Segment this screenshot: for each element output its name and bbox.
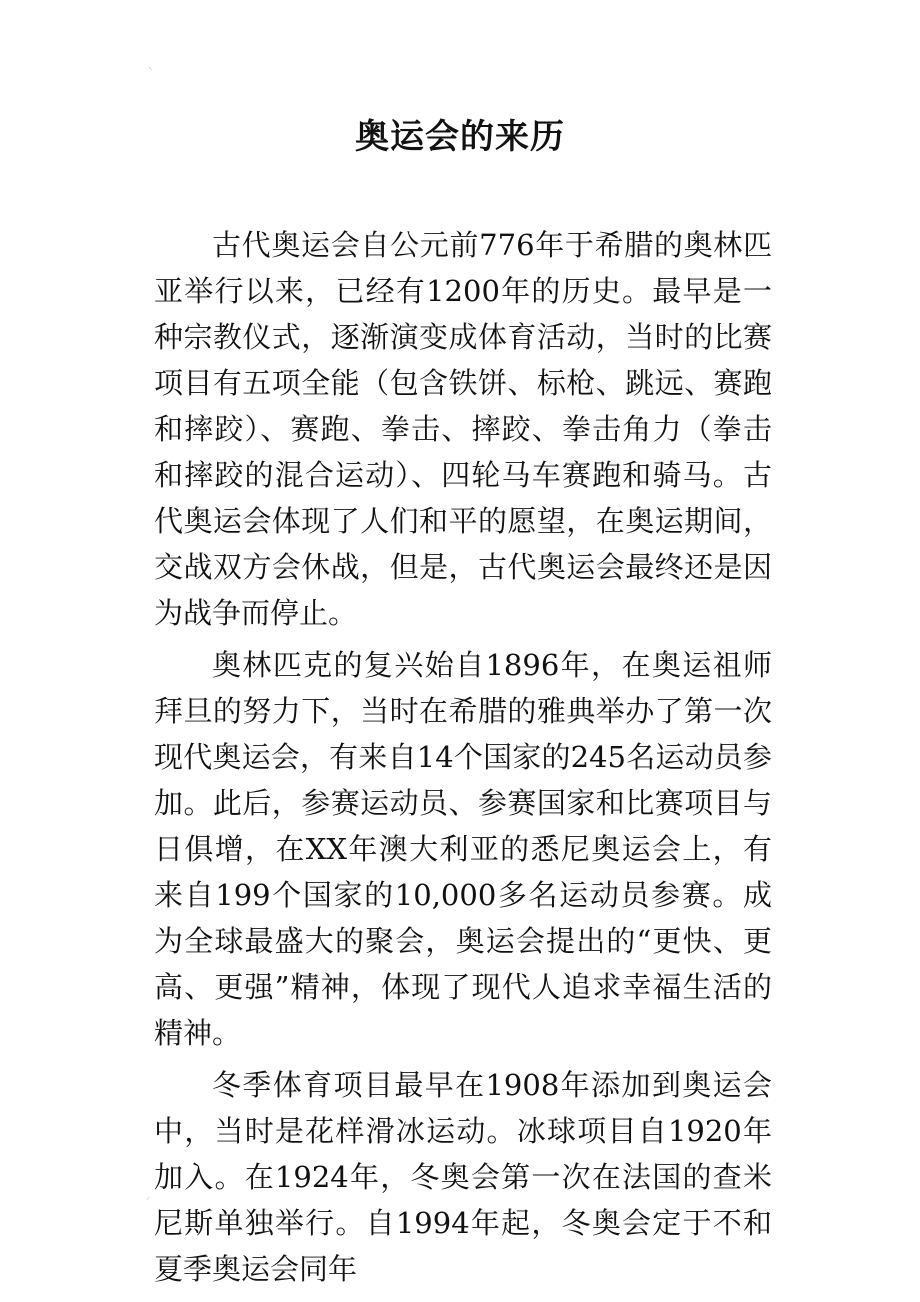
document-body xyxy=(154,222,772,1298)
paragraph-ancient-olympics: 古代奥运会自公元前776年于希腊的奥林匹亚举行以来，已经有1200年的历史。最早是一种宗教仪式，逐渐演变成体育活动，当时的比赛项目有五项全能（包含铁饼、标枪、跳远、赛跑和摔跤）、赛跑、拳击、摔跤、拳击角力（拳击和摔跤的混合运动）、四轮马车赛跑和骑马。古代奥运会体现了人们和平的愿望，在奥运期间，交战双方会休战，但是，古代奥运会最终还是因为战争而停止。 xyxy=(154,228,772,630)
paragraph-modern-revival: 奥林匹克的复兴始自1896年，在奥运祖师拜旦的努力下，当时在希腊的雅典举办了第一次现代奥运会，有来自14个国家的245名运动员参加。此后，参赛运动员、参赛国家和比赛项目与日俱增，在XX年澳大利亚的悉尼奥运会上，有来自199个国家的10,000多名运动员参赛。成为全球最盛大的聚会，奥运会提出的“更快、更高、更强”精神，体现了现代人追求幸福生活的精神。 xyxy=(154,648,772,1050)
paragraph-winter-games: 冬季体育项目最早在1908年添加到奥运会中，当时是花样滑冰运动。冰球项目自1920年加入。在1924年，冬奥会第一次在法国的查米尼斯单独举行。自1994年起，冬奥会定于不和夏季奥运会同年 xyxy=(154,1068,772,1286)
corner-mark-top: ⸌ xyxy=(148,66,153,76)
corner-mark-bottom: ⸍ xyxy=(146,1196,151,1206)
document-title: 奥运会的来历 xyxy=(355,117,565,157)
